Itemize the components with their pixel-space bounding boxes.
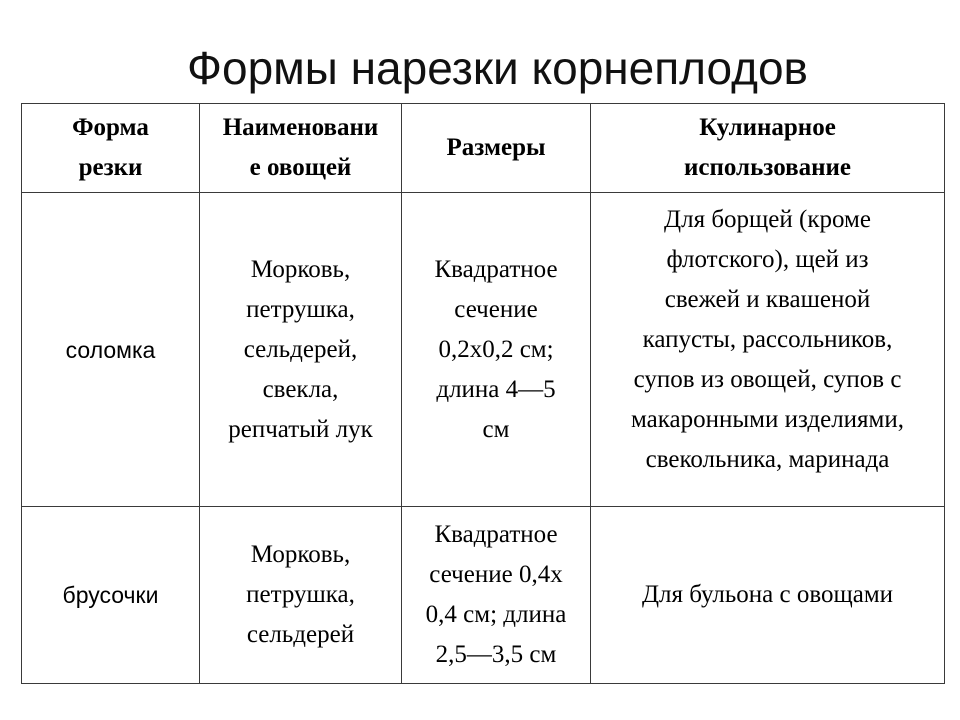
page-title: Формы нарезки корнеплодов <box>187 42 808 94</box>
cell-vegetables: Морковь, петрушка, сельдерей, свекла, репчатый лук <box>200 193 402 507</box>
header-culinary-use: Кулинарное использование <box>591 104 945 193</box>
cell-sizes: Квадратное сечение 0,4х 0,4 см; длина 2,5—3,5 см <box>402 507 591 684</box>
cell-culinary-use: Для бульона с овощами <box>591 507 945 684</box>
table-row <box>22 193 945 507</box>
cutting-forms-table <box>21 103 945 684</box>
table-row <box>22 507 945 684</box>
table-header-row <box>22 104 945 193</box>
header-vegetable-name: Наименовани е овощей <box>200 104 402 193</box>
cell-culinary-use: Для борщей (кроме флотского), щей из свежей и квашеной капусты, рассольников, супов из овощей, супов с макаронными изделиями, свекольника, маринада <box>591 193 945 507</box>
cell-vegetables: Морковь, петрушка, сельдерей <box>200 507 402 684</box>
cell-cut-form: брусочки <box>22 507 200 684</box>
cell-sizes: Квадратное сечение 0,2х0,2 см; длина 4—5 см <box>402 193 591 507</box>
header-sizes: Размеры <box>402 104 591 193</box>
header-cut-form: Форма резки <box>22 104 200 193</box>
cutting-forms-table-wrapper <box>21 103 945 684</box>
cell-cut-form: соломка <box>22 193 200 507</box>
